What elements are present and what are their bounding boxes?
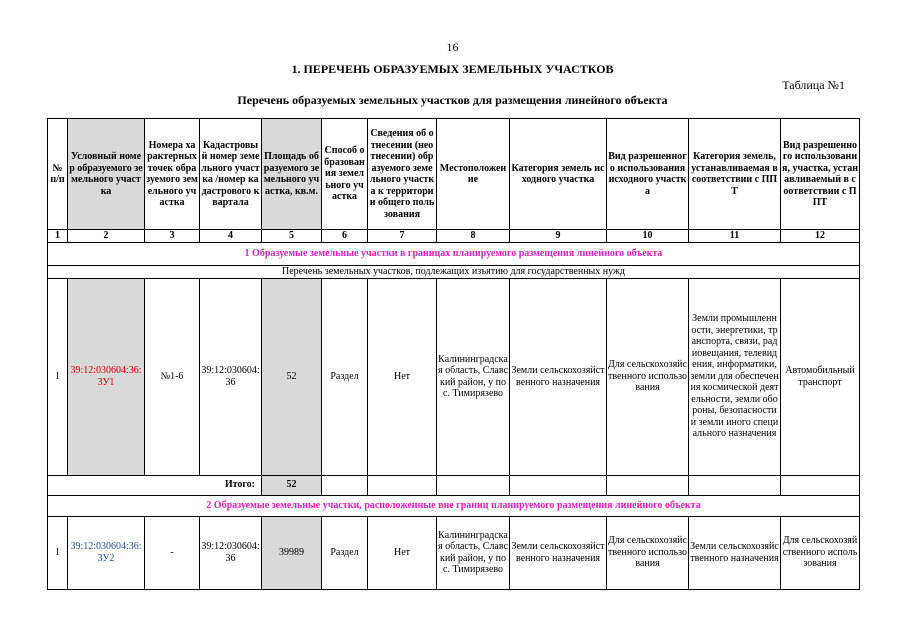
column-number: 6 [322, 230, 368, 243]
row-number: 1 [48, 278, 68, 475]
category-source: Земли сельскохозяйственного назначения [510, 516, 607, 589]
use-ppt: Автомобильный транспорт [781, 278, 860, 475]
area: 39989 [262, 516, 322, 589]
header-cell: Номера характерных точек образуемого земельного участка [145, 119, 200, 230]
header-cell: Категория земель, устанавливаемая в соответствии с ППТ [689, 119, 781, 230]
public-use: Нет [368, 278, 437, 475]
document-title: 1. ПЕРЕЧЕНЬ ОБРАЗУЕМЫХ ЗЕМЕЛЬНЫХ УЧАСТКОВ [291, 62, 614, 76]
row-number: 1 [48, 516, 68, 589]
empty-cell [510, 475, 607, 495]
empty-cell [607, 475, 689, 495]
area: 52 [262, 278, 322, 475]
cadastral-number: 39:12:030604:36 [200, 516, 262, 589]
section-heading-row [48, 495, 860, 516]
table-subtitle: Перечень образуемых земельных участков для размещения линейного объекта [237, 93, 668, 107]
header-cell: Вид разрешенного использования, участка, устанавливаемый в соответствии с ППТ [781, 119, 860, 230]
total-row [48, 475, 860, 495]
points: - [145, 516, 200, 589]
plot-id: 39:12:030604:36:ЗУ1 [68, 278, 145, 475]
table-row [48, 516, 860, 589]
subsection-row [48, 265, 860, 278]
header-cell: Площадь образуемого земельного участка, кв.м. [262, 119, 322, 230]
column-number: 11 [689, 230, 781, 243]
section-heading: 1 Образуемые земельные участки в границах планируемого размещения линейного объекта [48, 242, 860, 265]
column-number: 1 [48, 230, 68, 243]
empty-cell [322, 475, 368, 495]
header-cell: Местоположение [437, 119, 510, 230]
column-number: 10 [607, 230, 689, 243]
column-number: 8 [437, 230, 510, 243]
points: №1-6 [145, 278, 200, 475]
column-number: 9 [510, 230, 607, 243]
section-heading-row [48, 242, 860, 265]
empty-cell [689, 475, 781, 495]
total-value: 52 [262, 475, 322, 495]
use-source: Для сельскохозяйственного использования [607, 278, 689, 475]
header-cell: Способ образования земельного участка [322, 119, 368, 230]
empty-cell [437, 475, 510, 495]
empty-cell [781, 475, 860, 495]
table-label: Таблица №1 [782, 78, 845, 92]
header-cell: Кадастровый номер земельного участка /номер кадастрового квартала [200, 119, 262, 230]
page-number: 16 [446, 40, 459, 54]
category-ppt: Земли промышленности, энергетики, транспорта, связи, радиовещания, телевидения, информатики, земли для обеспечения космической деятельности, земли обороны, безопасности и земли иного специального назначения [689, 278, 781, 475]
category-source: Земли сельскохозяйственного назначения [510, 278, 607, 475]
header-cell: Сведения об отнесении (неотнесении) образуемого земельного участка к территории общего пользования [368, 119, 437, 230]
column-number: 12 [781, 230, 860, 243]
formation-method: Раздел [322, 278, 368, 475]
table-row [48, 278, 860, 475]
column-number: 5 [262, 230, 322, 243]
header-cell: Категория земель исходного участка [510, 119, 607, 230]
total-label: Итого: [48, 475, 262, 495]
header-cell: Вид разрешенного использования исходного участка [607, 119, 689, 230]
column-number-row [48, 230, 860, 243]
column-number: 3 [145, 230, 200, 243]
location: Калининградская область, Славский район, у пос. Тимирязево [437, 516, 510, 589]
location: Калининградская область, Славский район, у пос. Тимирязево [437, 278, 510, 475]
column-number: 7 [368, 230, 437, 243]
header-cell: Условный номер образуемого земельного участка [68, 119, 145, 230]
empty-cell [368, 475, 437, 495]
subsection-heading: Перечень земельных участков, подлежащих изъятию для государственных нужд [48, 265, 860, 278]
use-ppt: Для сельскохозяйственного использования [781, 516, 860, 589]
use-source: Для сельскохозяйственного использования [607, 516, 689, 589]
category-ppt: Земли сельскохозяйственного назначения [689, 516, 781, 589]
header-cell: № п/п [48, 119, 68, 230]
section-heading: 2 Образуемые земельные участки, расположенные вне границ планируемого размещения линейного объекта [48, 495, 860, 516]
header-row [48, 119, 860, 230]
column-number: 4 [200, 230, 262, 243]
land-plots-table [47, 118, 860, 590]
formation-method: Раздел [322, 516, 368, 589]
column-number: 2 [68, 230, 145, 243]
cadastral-number: 39:12:030604:36 [200, 278, 262, 475]
public-use: Нет [368, 516, 437, 589]
plot-id: 39:12:030604:36:ЗУ2 [68, 516, 145, 589]
